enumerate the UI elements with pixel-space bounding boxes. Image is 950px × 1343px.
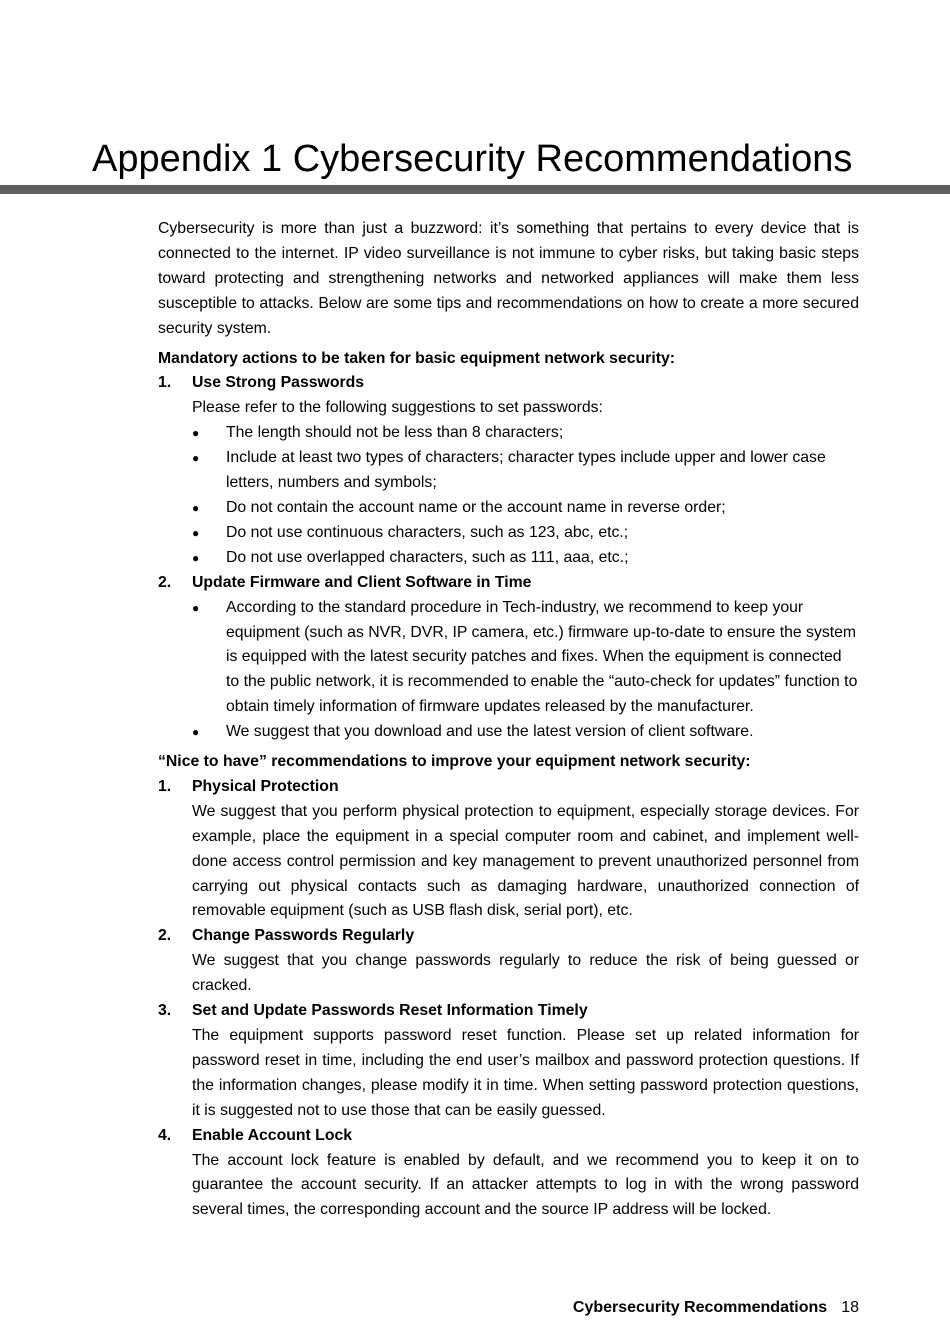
list-item-text: Do not use overlapped characters, such as 111, aaa, etc.; [226, 548, 629, 566]
nice-item-3 [158, 999, 859, 1124]
list-item-text: Include at least two types of characters; character types include upper and lower case letters, numbers and symbols; [226, 449, 826, 492]
bullet-icon: ● [192, 550, 200, 565]
item-text: We suggest that you change passwords regularly to reduce the risk of being guessed or cracked. [192, 952, 859, 995]
list-item [192, 421, 859, 446]
item-title: Use Strong Passwords [192, 374, 365, 392]
password-suggestion-list [192, 421, 859, 570]
list-item [192, 521, 859, 546]
list-item [192, 596, 859, 721]
title-divider [0, 185, 950, 194]
item-text: The equipment supports password reset function. Please set up related information for password reset in time, including the end user’s mailbox and password protection questions. If the information changes, please modify it in time. When setting password protection questions, it is suggested not to use those that can be easily guessed. [192, 1027, 859, 1119]
list-item [192, 720, 859, 745]
item-number: 1. [158, 374, 172, 392]
document-body [158, 217, 859, 1223]
item-title: Enable Account Lock [192, 1126, 353, 1144]
nice-item-4 [158, 1124, 859, 1224]
item-number: 3. [158, 1002, 172, 1020]
item-title: Update Firmware and Client Software in Time [192, 573, 532, 591]
bullet-icon: ● [192, 500, 200, 515]
list-item-text: Do not use continuous characters, such as 123, abc, etc.; [226, 523, 629, 541]
list-item-text: According to the standard procedure in Tech-industry, we recommend to keep your equipment (such as NVR, DVR, IP camera, etc.) firmware up-to-date to ensure the system is equipped with the latest security patches and fixes. When the equipment is connected to the public network, it is recommended to enable the “auto-check for updates” function to obtain timely information of firmware updates released by the manufacturer. [226, 598, 858, 716]
bullet-icon: ● [192, 725, 200, 740]
mandatory-item-1 [158, 371, 859, 570]
item-title: Set and Update Passwords Reset Information Timely [192, 1002, 588, 1020]
bullet-icon: ● [192, 600, 200, 615]
item-number: 1. [158, 777, 172, 795]
bullet-icon: ● [192, 426, 200, 441]
list-item-text: Do not contain the account name or the account name in reverse order; [226, 498, 726, 516]
item-title: Change Passwords Regularly [192, 927, 415, 945]
list-item-text: We suggest that you download and use the latest version of client software. [226, 723, 754, 741]
item-text: We suggest that you perform physical protection to equipment, especially storage devices. For example, place the equipment in a special computer room and cabinet, and implement well-done access control permission and key management to prevent unauthorized personnel from carrying out physical contacts such as damaging hardware, unauthorized connection of removable equipment (such as USB flash disk, serial port), etc. [192, 802, 859, 920]
list-item [192, 446, 859, 496]
bullet-icon: ● [192, 525, 200, 540]
mandatory-item-2 [158, 571, 859, 745]
intro-paragraph: Cybersecurity is more than just a buzzword: it’s something that pertains to every device that is connected to the internet. IP video surveillance is not immune to cyber risks, but taking basic steps toward protecting and strengthening networks and networked appliances will make them less susceptible to attacks. Below are some tips and recommendations on how to create a more secured security system. [158, 220, 859, 337]
page-title: Appendix 1 Cybersecurity Recommendations [92, 138, 853, 180]
firmware-list [192, 596, 859, 745]
item-text: The account lock feature is enabled by default, and we recommend you to keep it on to guarantee the account security. If an attacker attempts to log in with the wrong password several times, the corresponding account and the source IP address will be locked. [192, 1151, 859, 1219]
mandatory-heading: Mandatory actions to be taken for basic equipment network security: [158, 349, 676, 367]
page-footer [573, 1299, 859, 1317]
item-number: 2. [158, 573, 172, 591]
list-item-text: The length should not be less than 8 characters; [226, 424, 564, 442]
page-number: 18 [841, 1299, 859, 1316]
nice-item-2 [158, 924, 859, 999]
item-title: Physical Protection [192, 777, 339, 795]
list-item [192, 496, 859, 521]
item-number: 2. [158, 927, 172, 945]
list-item [192, 546, 859, 571]
item-number: 4. [158, 1126, 172, 1144]
nice-to-have-heading: “Nice to have” recommendations to improve your equipment network security: [158, 753, 751, 771]
nice-item-1 [158, 775, 859, 924]
footer-label: Cybersecurity Recommendations [572, 1299, 828, 1316]
item-text: Please refer to the following suggestions to set passwords: [192, 399, 603, 417]
bullet-icon: ● [192, 451, 200, 466]
